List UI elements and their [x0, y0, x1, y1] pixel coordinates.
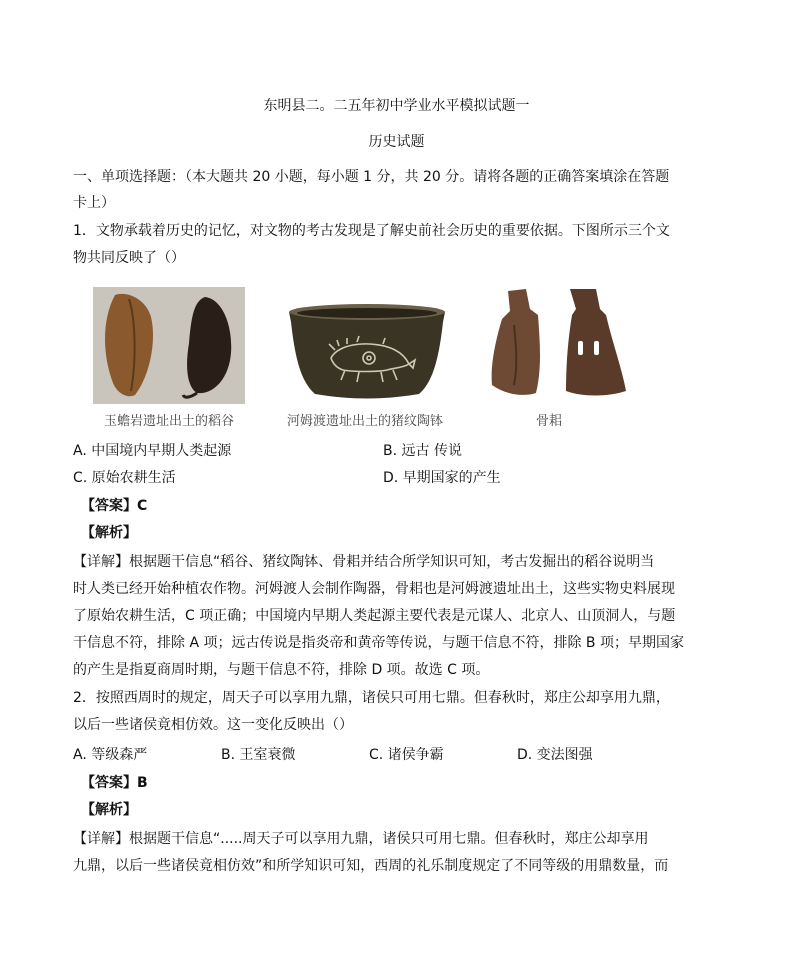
q2-option-d: D. 变法图强	[517, 747, 593, 763]
exam-subtitle: 历史试题	[368, 134, 425, 150]
q1-detail-line1: 【详解】根据题干信息“稻谷、猪纹陶钵、骨耜并结合所学知识可知，考古发掘出的稻谷说明当	[73, 554, 655, 570]
q2-stem-line1: 2．按照西周时的规定，周天子可以享用九鼎，诸侯只可用七鼎。但春秋时，郑庄公却享用九鼎，	[73, 690, 670, 706]
q1-detail-line4: 干信息不符，排除 A 项；远古传说是指炎帝和黄帝等传说，与题干信息不符，排除 B 项；早期国家	[73, 635, 684, 651]
rice-grain-figure	[93, 287, 245, 404]
q1-answer: 【答案】C	[81, 498, 148, 514]
q1-detail-line2: 时人类已经开始种植农作物。河姆渡人会制作陶器，骨耜也是河姆渡遗址出土，这些实物史料展现	[73, 581, 675, 597]
section-heading-line2: 卡上）	[73, 195, 115, 211]
q1-option-b: B. 远古 传说	[383, 443, 462, 459]
q1-detail-line5: 的产生是指夏商周时期，与题干信息不符，排除 D 项。故选 C 项。	[73, 662, 490, 678]
q2-option-b: B. 王室衰微	[221, 747, 296, 763]
bone-spade-hole-right	[594, 341, 599, 355]
q1-option-a: A. 中国境内早期人类起源	[73, 443, 232, 459]
q1-stem-line2: 物共同反映了（）	[73, 250, 185, 266]
q2-detail-line2: 九鼎，以后一些诸侯竟相仿效”和所学知识可知，西周的礼乐制度规定了不同等级的用鼎数量，而	[73, 858, 669, 874]
bone-spade-figure	[486, 285, 632, 401]
pottery-bowl-figure	[283, 298, 451, 402]
q1-analysis-label: 【解析】	[81, 525, 137, 541]
rice-caption: 玉蟾岩遗址出土的稻谷	[103, 414, 234, 429]
section-heading-line1: 一、单项选择题：（本大题共 20 小题，每小题 1 分，共 20 分。请将各题的正确答案填涂在答题	[73, 169, 670, 185]
q2-detail-line1: 【详解】根据题干信息“.....周天子可以享用九鼎，诸侯只可用七鼎。但春秋时，郑庄公却享用	[73, 831, 649, 847]
pottery-bowl-opening	[297, 308, 437, 318]
q2-answer: 【答案】B	[81, 775, 148, 791]
pottery-caption: 河姆渡遗址出土的猪纹陶钵	[286, 414, 443, 429]
q2-option-c: C. 诸侯争霸	[369, 747, 444, 763]
bone-caption: 骨耜	[535, 414, 562, 429]
q2-stem-line2: 以后一些诸侯竟相仿效。这一变化反映出（）	[73, 717, 353, 733]
q1-option-c: C. 原始农耕生活	[73, 470, 176, 486]
q1-stem-line1: 1．文物承载着历史的记忆，对文物的考古发现是了解史前社会历史的重要依据。下图所示三个文	[73, 223, 670, 239]
q1-option-d: D. 早期国家的产生	[383, 470, 501, 486]
q2-analysis-label: 【解析】	[81, 802, 137, 818]
bone-spade-hole-left	[578, 341, 583, 355]
q2-option-a: A. 等级森严	[73, 747, 148, 763]
exam-title: 东明县二。二五年初中学业水平模拟试题一	[263, 98, 530, 114]
q1-detail-line3: 了原始农耕生活，C 项正确；中国境内早期人类起源主要代表是元谋人、北京人、山顶洞人，与题	[73, 608, 676, 624]
